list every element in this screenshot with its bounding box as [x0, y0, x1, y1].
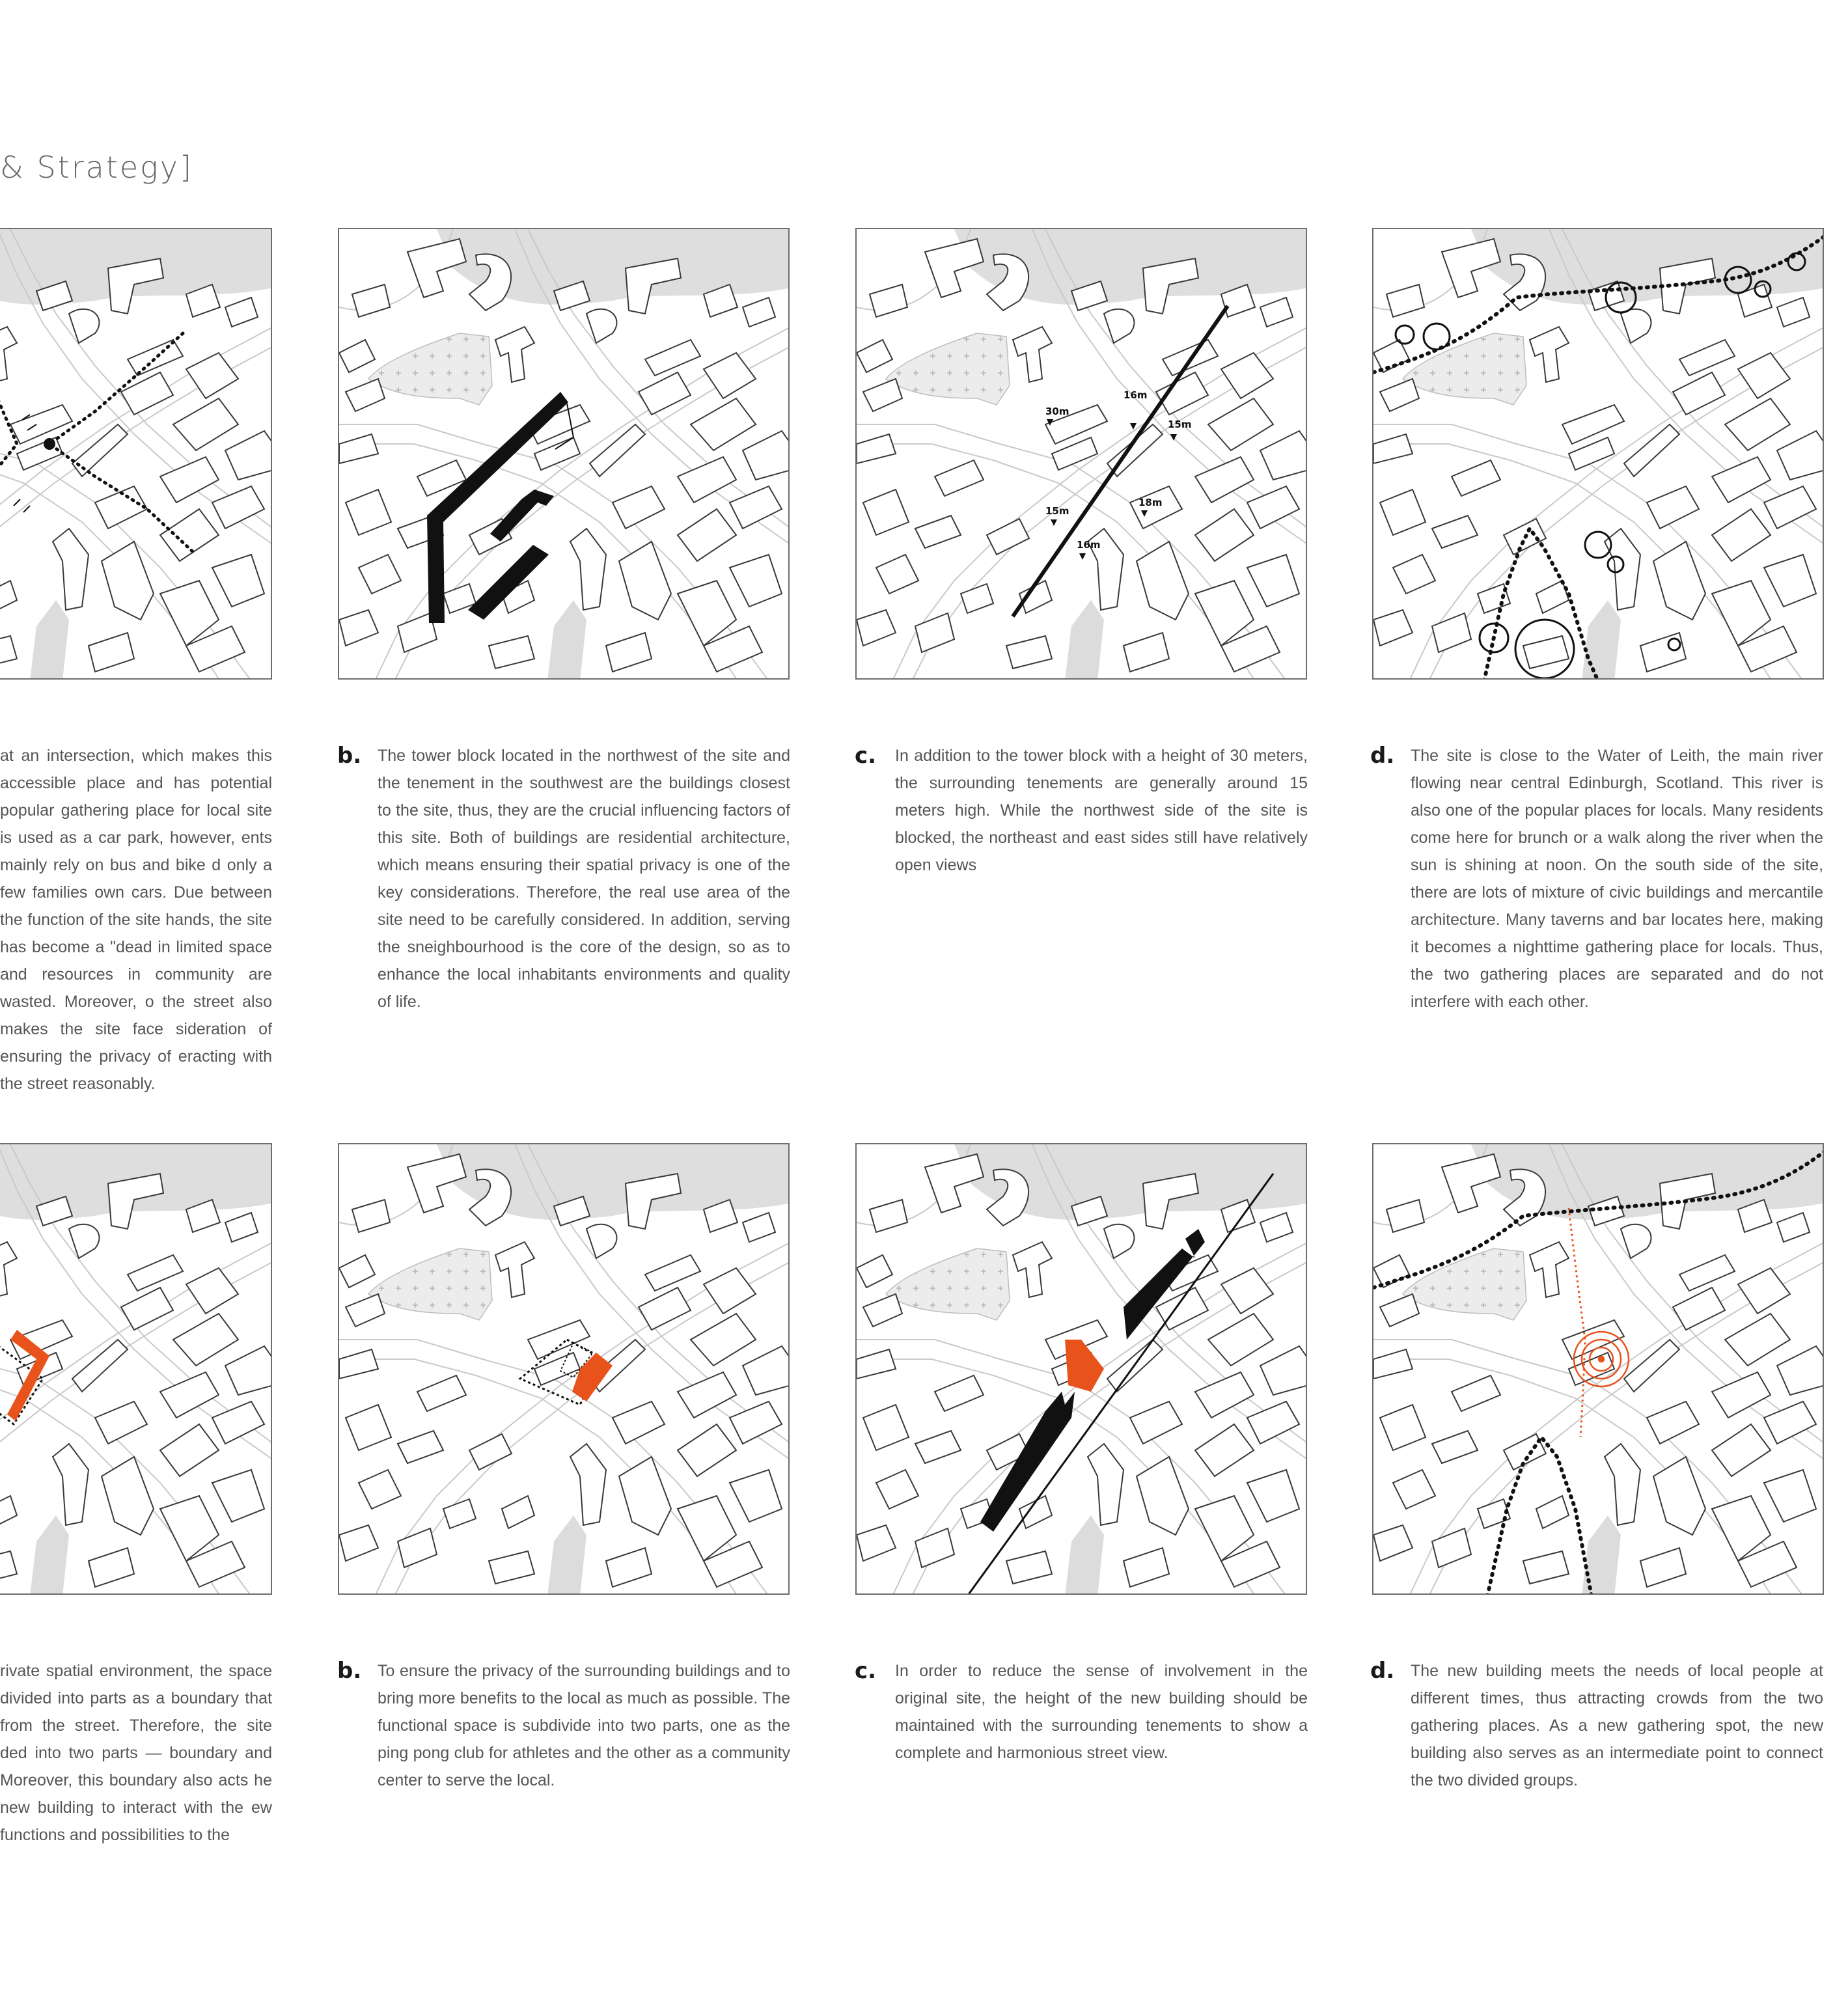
caption-letter: b.	[337, 1658, 362, 1684]
caption-text: In order to reduce the sense of involvement in the original site, the height of the new building should be maintained with the surrounding tenements to show a complete and harmonious street view.	[895, 1662, 1308, 1762]
basemap-layer	[0, 229, 272, 680]
map-panel-d2	[1372, 1143, 1824, 1595]
basemap-layer	[1373, 229, 1824, 680]
height-label: 15m	[1045, 505, 1069, 517]
caption-letter: d.	[1370, 1658, 1395, 1684]
site-map	[0, 1144, 272, 1595]
site-map	[857, 229, 1307, 680]
intersection-node	[44, 438, 55, 450]
caption-letter: c.	[855, 743, 877, 769]
height-label: 16m	[1077, 539, 1101, 551]
map-panel-a1	[0, 228, 272, 680]
map-panel-b1	[338, 228, 790, 680]
height-label: 15m	[1168, 419, 1192, 430]
caption-text: rivate spatial environment, the space divided into parts as a boundary that from the street. Therefore, the site ded into two parts — boundary and Moreover, this boundary also acts he new building to interact with the ew functions and possibilities to the	[0, 1662, 272, 1844]
caption-letter: c.	[855, 1658, 877, 1684]
map-panel-a2	[0, 1143, 272, 1595]
site-map	[1373, 1144, 1824, 1595]
map-panel-d1	[1372, 228, 1824, 680]
map-panel-b2	[338, 1143, 790, 1595]
map-panel-c2	[855, 1143, 1307, 1595]
site-map	[857, 1144, 1307, 1595]
site-map	[339, 229, 790, 680]
basemap-layer	[339, 229, 790, 680]
gathering-spot-rings	[1574, 1332, 1629, 1386]
basemap-layer	[1373, 1144, 1824, 1595]
caption-text: To ensure the privacy of the surrounding buildings and to bring more benefits to the local as much as possible. The functional space is subdivide into two parts, one as the ping pong club for athletes and the other as a community center to serve the local.	[378, 1662, 790, 1789]
caption-text: The tower block located in the northwest of the site and the tenement in the southwest are the buildings closest to the site, thus, they are the crucial influencing factors of this site. Both of buildings are residential architecture, which means ensuring their spatial privacy is one of the key considerations. Therefore, the real use area of the site need to be carefully considered. In addition, serving the sneighbourhood is the core of the design, so as to enhance the local inhabitants environments and quality of life.	[378, 747, 790, 1011]
caption-text: In addition to the tower block with a height of 30 meters, the surrounding tenements are generally around 15 meters high. While the northwest side of the site is blocked, the northeast and east sides still have relatively open views	[895, 747, 1308, 874]
basemap-layer	[339, 1144, 790, 1595]
site-map	[1373, 229, 1824, 680]
height-label: 16m	[1124, 389, 1148, 401]
height-label: 18m	[1138, 497, 1163, 508]
height-label: 30m	[1045, 406, 1069, 417]
basemap-layer	[857, 229, 1307, 680]
caption-letter: d.	[1370, 743, 1395, 769]
caption-letter: b.	[337, 743, 362, 769]
caption-text: at an intersection, which makes this accessible place and has potential popular gathering place for local site is used as a car park, however, ents mainly rely on bus and bike d only a few families own cars. Due between the function of the site hands, the site has become a "dead in limited space and resources in community are wasted. Moreover, o the street also makes the site face sideration of ensuring the privacy of eracting with the street reasonably.	[0, 747, 272, 1093]
site-map	[0, 229, 272, 680]
site-map	[339, 1144, 790, 1595]
section-title: & Strategy]	[0, 150, 193, 185]
caption-text: The site is close to the Water of Leith, the main river flowing near central Edinburgh, Scotland. This river is also one of the popular places for locals. Many residents come here for brunch or a walk along the river when the sun is shining at noon. On the south side of the site, there are lots of mixture of civic buildings and mercantile architecture. Many taverns and bar locates here, making it becomes a nighttime gathering place for locals. Thus, the two gathering places are separated and do not interfere with each other.	[1411, 747, 1823, 1011]
map-panel-c1	[855, 228, 1307, 680]
caption-text: The new building meets the needs of local people at different times, thus attracting crowds from the two gathering places. As a new gathering spot, the new building also serves as an intermediate point to connect the two divided groups.	[1411, 1662, 1823, 1789]
